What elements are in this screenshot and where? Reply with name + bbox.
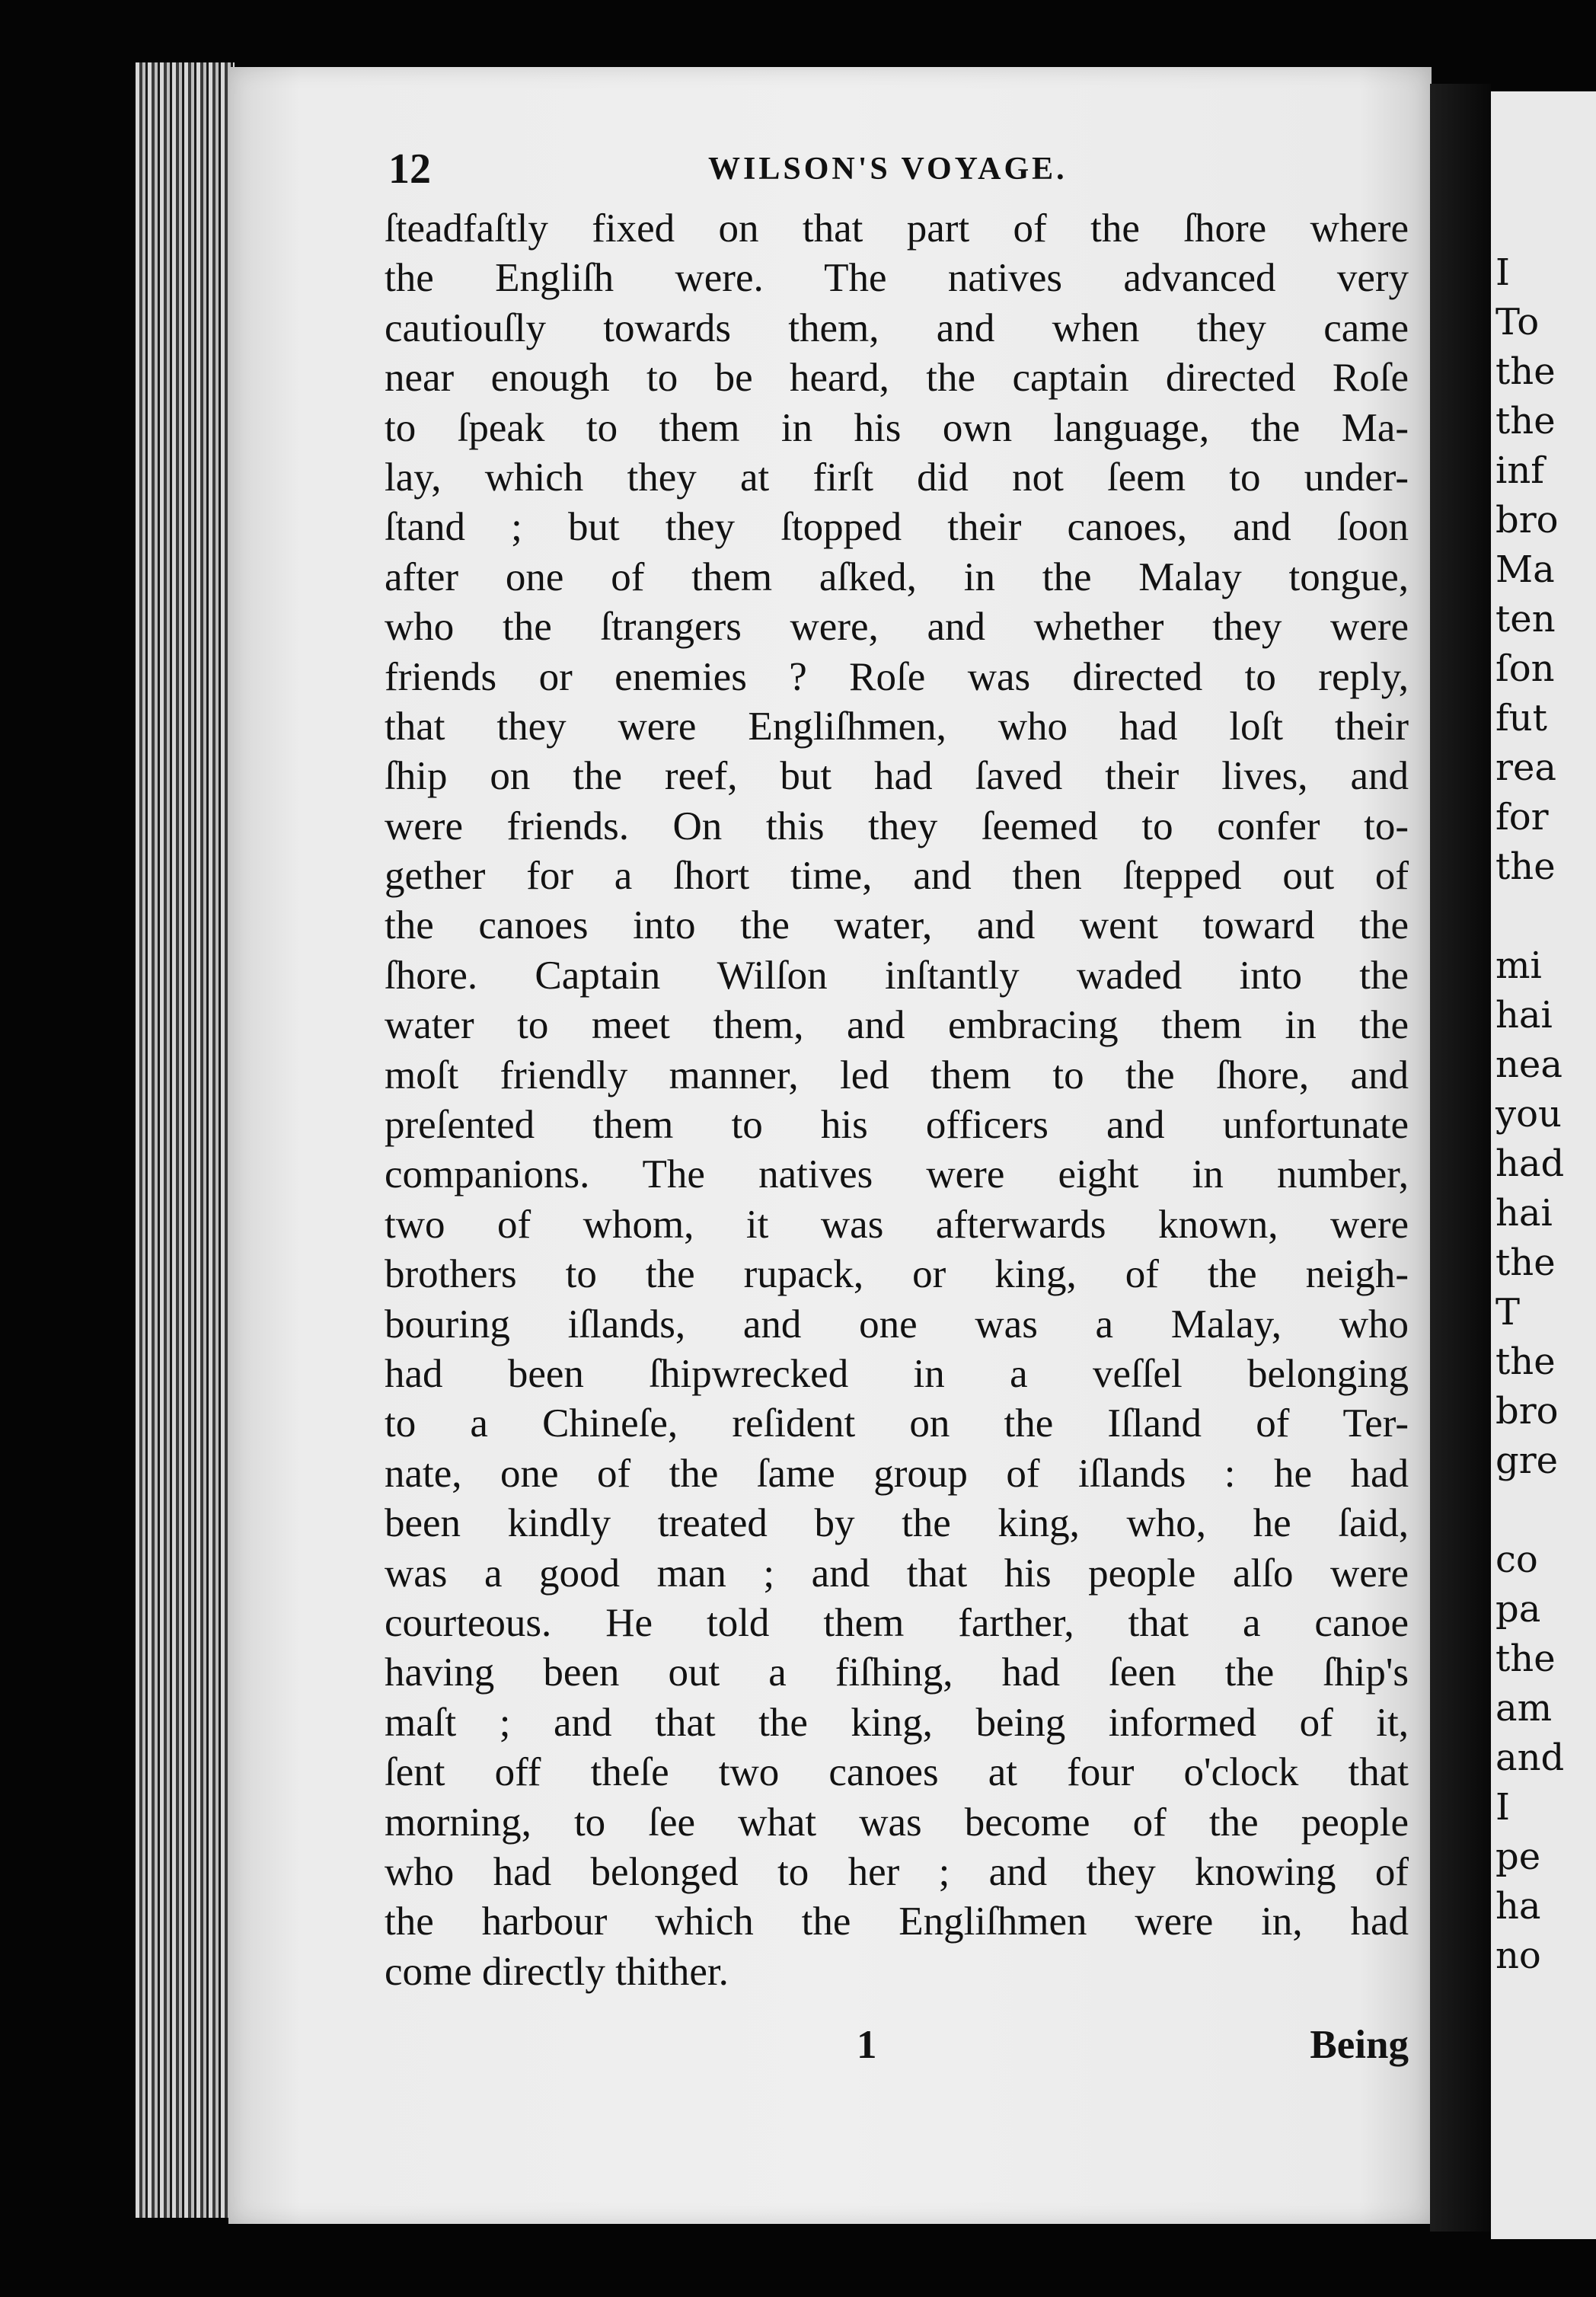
text-line: the canoes into the water, and went toward the xyxy=(385,903,1409,948)
signature-mark: 1 xyxy=(857,2023,877,2067)
text-line: moſt friendly manner, led them to the ſhore, and xyxy=(385,1053,1409,1097)
facing-page-fragment: nea xyxy=(1495,1043,1562,1086)
text-line: nate, one of the ſame group of iſlands : he had xyxy=(385,1451,1409,1496)
book-gutter xyxy=(1430,84,1491,2232)
facing-page-fragment: for xyxy=(1495,796,1549,839)
text-line: brothers to the rupack, or king, of the neigh- xyxy=(385,1252,1409,1297)
facing-page-fragment: the xyxy=(1495,400,1556,442)
facing-page-fragment: ſon xyxy=(1495,647,1555,690)
facing-page-fragment: the xyxy=(1495,1340,1556,1383)
facing-page-fragment: and xyxy=(1495,1736,1565,1779)
text-line: preſented them to his officers and unfortunate xyxy=(385,1103,1409,1148)
facing-page-fragment: ten xyxy=(1495,598,1556,641)
facing-page-fragment: rea xyxy=(1495,746,1556,789)
text-line: ſtand ; but they ſtopped their canoes, and ſoon xyxy=(385,505,1409,550)
page-footer xyxy=(385,2022,1409,2075)
text-line: friends or enemies ? Roſe was directed to reply, xyxy=(385,654,1409,699)
facing-page-fragment: To xyxy=(1495,301,1540,343)
facing-page-fragment: pe xyxy=(1495,1835,1541,1878)
text-line: come directly thither. xyxy=(385,1949,729,1994)
facing-page-fragment: the xyxy=(1495,845,1556,888)
catchword: Being xyxy=(1310,2023,1409,2067)
body-text xyxy=(385,204,1409,1997)
facing-page-fragment: the xyxy=(1495,1637,1556,1680)
text-line: bouring iſlands, and one was a Malay, who xyxy=(385,1302,1409,1347)
facing-page-fragment: hai xyxy=(1495,1192,1553,1235)
text-line: maſt ; and that the king, being informed of it, xyxy=(385,1700,1409,1745)
text-line: gether for a ſhort time, and then ſtepped out of xyxy=(385,854,1409,899)
text-line: courteous. He told them farther, that a canoe xyxy=(385,1600,1409,1645)
facing-page-fragment: Ma xyxy=(1495,548,1555,591)
text-line: water to meet them, and embracing them in the xyxy=(385,1003,1409,1048)
text-line: having been out a fiſhing, had ſeen the ſhip's xyxy=(385,1650,1409,1695)
text-line: lay, which they at firſt did not ſeem to under- xyxy=(385,455,1409,500)
facing-page-fragment: hai xyxy=(1495,994,1553,1037)
text-line: that they were Engliſhmen, who had loſt their xyxy=(385,704,1409,749)
page-number: 12 xyxy=(388,145,431,193)
text-line: ſent off theſe two canoes at four o'clock that xyxy=(385,1750,1409,1795)
facing-page-fragment: gre xyxy=(1495,1439,1559,1482)
facing-page-fragment: mi xyxy=(1495,944,1542,987)
facing-page-fragment: fut xyxy=(1495,697,1547,740)
page-header xyxy=(388,145,1401,198)
running-head: WILSON'S VOYAGE. xyxy=(708,152,1068,187)
facing-page-fragment: the xyxy=(1495,1241,1556,1284)
text-line: the harbour which the Engliſhmen were in, had xyxy=(385,1899,1409,1944)
facing-page-fragment: pa xyxy=(1495,1588,1541,1631)
text-line: the Engliſh were. The natives advanced very xyxy=(385,256,1409,301)
text-line: ſteadfaſtly fixed on that part of the ſhore where xyxy=(385,206,1409,251)
text-line: to ſpeak to them in his own language, the Ma- xyxy=(385,405,1409,450)
facing-page-fragment: T xyxy=(1495,1291,1521,1334)
facing-page-fragment: I xyxy=(1495,251,1510,294)
text-line: two of whom, it was afterwards known, were xyxy=(385,1202,1409,1247)
text-line: who the ſtrangers were, and whether they were xyxy=(385,605,1409,650)
facing-page-fragment: am xyxy=(1495,1687,1553,1730)
text-line: ſhore. Captain Wilſon inſtantly waded into the xyxy=(385,953,1409,998)
text-line: near enough to be heard, the captain directed Roſe xyxy=(385,356,1409,401)
facing-page xyxy=(1491,91,1596,2239)
text-line: had been ſhipwrecked in a veſſel belonging xyxy=(385,1351,1409,1396)
text-line: companions. The natives were eight in number, xyxy=(385,1152,1409,1197)
text-line: to a Chineſe, reſident on the Iſland of Ter- xyxy=(385,1401,1409,1446)
facing-page-fragment: had xyxy=(1495,1142,1565,1185)
facing-page-fragment: no xyxy=(1495,1934,1541,1977)
facing-page-fragment: bro xyxy=(1495,1390,1559,1433)
facing-page-fragment: I xyxy=(1495,1786,1510,1829)
facing-page-fragment: ha xyxy=(1495,1885,1541,1928)
facing-page-fragment: the xyxy=(1495,350,1556,393)
facing-page-fragment: inf xyxy=(1495,449,1545,492)
text-line: cautiouſly towards them, and when they came xyxy=(385,305,1409,350)
facing-page-fragment: you xyxy=(1495,1093,1562,1136)
text-line: been kindly treated by the king, who, he ſaid, xyxy=(385,1501,1409,1546)
facing-page-fragment: co xyxy=(1495,1538,1538,1581)
text-line: after one of them aſked, in the Malay tongue, xyxy=(385,554,1409,599)
text-line: was a good man ; and that his people alſo were xyxy=(385,1551,1409,1596)
text-line: ſhip on the reef, but had ſaved their lives, and xyxy=(385,754,1409,799)
text-line: morning, to ſee what was become of the people xyxy=(385,1800,1409,1845)
text-line: were friends. On this they ſeemed to confer to- xyxy=(385,803,1409,848)
text-line: who had belonged to her ; and they knowing of xyxy=(385,1849,1409,1894)
page-edges xyxy=(136,62,235,2218)
facing-page-fragment: bro xyxy=(1495,499,1559,542)
